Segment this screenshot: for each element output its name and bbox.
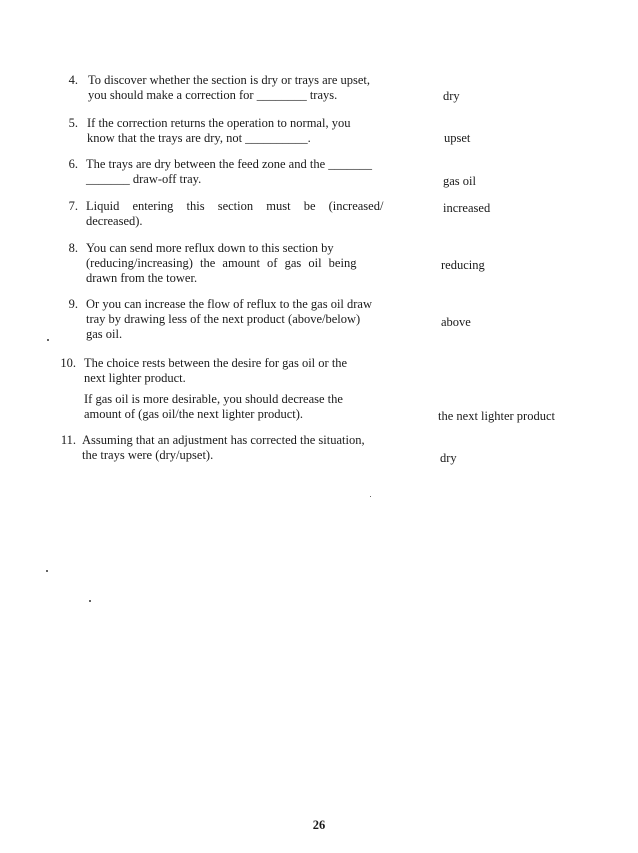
question-text: [84, 392, 376, 422]
question-text: [86, 199, 384, 229]
question-line: _______ draw-off tray.: [86, 172, 202, 186]
question-line: you should make a correction for ________ trays.: [88, 88, 338, 102]
question-line: You can send more reflux down to this section by: [86, 241, 334, 255]
scan-speck: [47, 339, 49, 341]
question-number: 6.: [68, 157, 78, 171]
question-line: decreased).: [86, 214, 143, 228]
scan-speck: [46, 570, 48, 572]
question-line: Liquid entering this section must be (increased/: [86, 199, 384, 213]
answer-text: increased: [443, 201, 491, 215]
page-number: 26: [312, 818, 326, 832]
question-text: [86, 241, 378, 286]
question-line: next lighter product.: [84, 371, 186, 385]
question-line: The choice rests between the desire for gas oil or the: [84, 356, 348, 370]
question-line: tray by drawing less of the next product (above/below): [86, 312, 361, 326]
question-line: To discover whether the section is dry or trays are upset,: [88, 73, 371, 87]
question-line: Assuming that an adjustment has corrected the situation,: [82, 433, 365, 447]
question-number: 11.: [60, 433, 76, 447]
question-number: 5.: [68, 116, 78, 130]
question-line: If gas oil is more desirable, you should decrease the: [84, 392, 343, 406]
answer-text: reducing: [441, 258, 485, 272]
question-text: [88, 73, 380, 103]
question-text: [82, 433, 374, 463]
answer-text: gas oil: [443, 174, 476, 188]
question-line: gas oil.: [86, 327, 123, 341]
answer-text: above: [441, 315, 471, 329]
question-line: the trays were (dry/upset).: [82, 448, 214, 462]
answer-text: upset: [444, 131, 471, 145]
question-text: [84, 356, 376, 386]
answer-text: dry: [440, 451, 457, 465]
answer-text: dry: [443, 89, 460, 103]
question-number: 10.: [60, 356, 76, 370]
question-line: Or you can increase the flow of reflux to the gas oil draw: [86, 297, 373, 311]
question-line: drawn from the tower.: [86, 271, 198, 285]
question-line: The trays are dry between the feed zone and the _______: [86, 157, 372, 171]
question-line: amount of (gas oil/the next lighter product).: [84, 407, 304, 421]
question-line: If the correction returns the operation to normal, you: [87, 116, 351, 130]
answer-text: the next lighter product: [438, 409, 555, 423]
scan-speck: [89, 600, 91, 602]
question-number: 9.: [68, 297, 78, 311]
question-line: know that the trays are dry, not __________.: [87, 131, 311, 145]
question-text: [87, 116, 379, 146]
question-text: [86, 297, 378, 342]
question-text: [86, 157, 378, 187]
question-number: 8.: [68, 241, 78, 255]
question-number: 4.: [68, 73, 78, 87]
question-number: 7.: [68, 199, 78, 213]
scan-speck: [370, 496, 371, 497]
question-line: (reducing/increasing) the amount of gas oil being: [86, 256, 357, 270]
